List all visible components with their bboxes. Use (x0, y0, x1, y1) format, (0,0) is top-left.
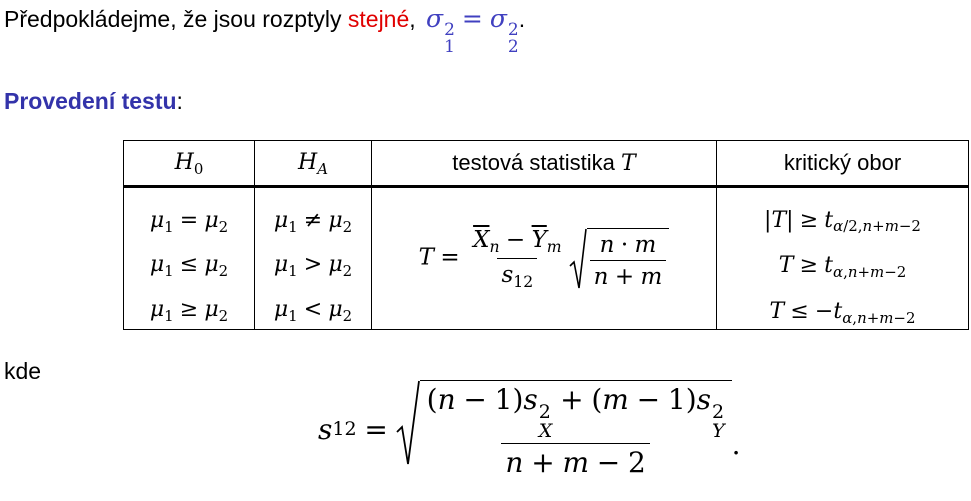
sqrt-symbol: $\frac{n \cdot m}{n + m}$ (569, 228, 670, 290)
ha-row: $\mu_1 < \mu_2$ (273, 297, 353, 325)
table-body-row (124, 187, 969, 330)
intro-period: . (518, 6, 526, 32)
header-test-statistic: testová statistika T (372, 141, 717, 187)
kde-label: kde (4, 358, 42, 384)
variance-equality-formula: σ 2 1 = σ 2 2 (426, 4, 519, 57)
critical-region-row: $|T| \ge t_{\alpha/2,n+m-2}$ (764, 207, 921, 236)
intro-comma: , (409, 6, 416, 32)
header-critical-region: kritický obor (717, 141, 969, 187)
h0-row: $\mu_1 \ge \mu_2$ (149, 297, 229, 325)
header-ha: $H_A$ (255, 141, 372, 187)
test-statistic-formula: T = $\frac{\overline{X}_n - \overline{Y}_m}{s_{12}}$ $\frac{n \cdot m}{n + m}$ (372, 187, 717, 330)
h0-row: $\mu_1 \le \mu_2$ (149, 252, 229, 281)
null-hypotheses-cell (124, 187, 255, 330)
intro-highlight: stejné (347, 6, 410, 32)
header-h0: $H_0$ (124, 141, 255, 187)
h0-row: $\mu_1 = \mu_2$ (149, 207, 229, 236)
ha-row: $\mu_1 > \mu_2$ (273, 252, 353, 281)
critical-regions-cell (717, 187, 969, 330)
section-heading-title: Provedení testu (4, 88, 177, 114)
test-table (123, 140, 969, 330)
statistic-fraction: $\frac{\overline{X}_n - \overline{Y}_m}{s_{12}}$ (473, 227, 562, 291)
intro-text: Předpokládejme, že jsou rozptyly (4, 6, 348, 32)
table-header-row (124, 141, 969, 187)
alt-hypotheses-cell (255, 187, 372, 330)
ha-row: $\mu_1 \ne \mu_2$ (273, 207, 353, 236)
critical-region-row: $T \ge t_{\alpha,n+m-2}$ (778, 253, 907, 282)
section-heading-colon: : (176, 88, 183, 114)
critical-region-row: $T \le -t_{\alpha,n+m-2}$ (769, 299, 916, 327)
section-heading (4, 88, 183, 115)
intro-sentence (4, 4, 525, 56)
sqrt-symbol: (n − 1)s 2 X + (m − 1)s 2 Y n + m − 2 (396, 380, 732, 479)
pooled-sd-formula: s 12 = (n − 1)s 2 X + (m − 1)s 2 Y n + m − 2 . (318, 380, 741, 479)
